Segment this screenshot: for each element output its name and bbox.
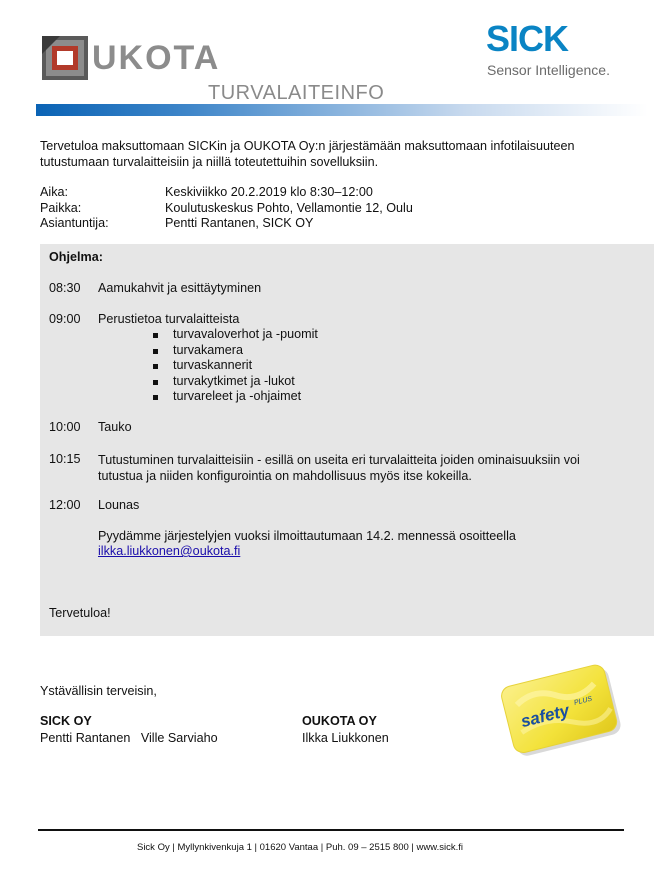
program-item-text: Aamukahvit ja esittäytyminen [98, 281, 262, 295]
sick-tagline: Sensor Intelligence. [487, 62, 610, 78]
program-time: 08:30 [49, 281, 81, 295]
badge-text: safety [518, 700, 572, 732]
badge-plus-text: PLUS [573, 695, 593, 707]
registration-note: Pyydämme järjestelyjen vuoksi ilmoittautumaan 14.2. mennessä osoitteella [98, 529, 516, 543]
intro-paragraph: Tervetuloa maksuttomaan SICKin ja OUKOTA Oy:n järjestämään maksuttomaan infotilaisuuteen tutustumaan turvalaitteisiin ja niillä toteutettuihin sovelluksiin. [40, 139, 575, 169]
program-item-text: Tutustuminen turvalaitteisiin - esillä on useita eri turvalaitteita joiden ominaisuuksiin voi tutustua ja niiden konfigurointia on mahdollisuus myös itse kokeilla. [98, 453, 580, 483]
safety-plus-badge-icon [500, 664, 626, 760]
program-box [40, 244, 654, 636]
program-time: 10:00 [49, 420, 81, 434]
program-item-text: Perustietoa turvalaitteista [98, 312, 240, 326]
welcome-text: Tervetuloa! [49, 606, 111, 620]
program-item-text: Tauko [98, 420, 132, 434]
list-item: turvavaloverhot ja -puomit [150, 327, 318, 343]
list-item: turvakamera [150, 343, 318, 359]
footer-address: Sick Oy | Myllynkivenkuja 1 | 01620 Vantaa | Puh. 09 – 2515 800 | www.sick.fi [136, 842, 463, 853]
program-heading: Ohjelma: [49, 250, 103, 264]
topic-list [150, 327, 318, 405]
meta-value-place: Koulutuskeskus Pohto, Vellamontie 12, Oulu [165, 201, 413, 215]
oukota-logo-mark-icon [42, 36, 88, 80]
meta-value-expert: Pentti Rantanen, SICK OY [165, 216, 314, 230]
meta-label-time: Aika: [40, 185, 68, 199]
signature-oukota-company: OUKOTA OY [302, 714, 377, 728]
program-time: 09:00 [49, 312, 81, 326]
signature-oukota-person: Ilkka Liukkonen [302, 731, 389, 745]
oukota-logo [42, 36, 232, 80]
registration-email-link[interactable]: ilkka.liukkonen@oukota.fi [98, 544, 241, 558]
sick-logo: SICK [486, 18, 569, 59]
program-item-text: Lounas [98, 498, 140, 512]
oukota-logo-text: UKOTA [92, 39, 221, 77]
program-time: 10:15 [49, 452, 81, 466]
document-title: TURVALAITEINFO [208, 82, 385, 104]
meta-value-time: Keskiviikko 20.2.2019 klo 8:30–12:00 [165, 185, 373, 199]
meta-label-place: Paikka: [40, 201, 82, 215]
list-item: turvakytkimet ja -lukot [150, 374, 318, 390]
list-item: turvareleet ja -ohjaimet [150, 389, 318, 405]
header-gradient-bar [36, 104, 648, 116]
footer-divider [38, 829, 624, 831]
signature-sick-company: SICK OY [40, 714, 92, 728]
meta-label-expert: Asiantuntija: [40, 216, 109, 230]
closing-greeting: Ystävällisin terveisin, [40, 684, 157, 698]
signature-sick-people: Pentti Rantanen Ville Sarviaho [40, 731, 218, 745]
program-time: 12:00 [49, 498, 81, 512]
list-item: turvaskannerit [150, 358, 318, 374]
